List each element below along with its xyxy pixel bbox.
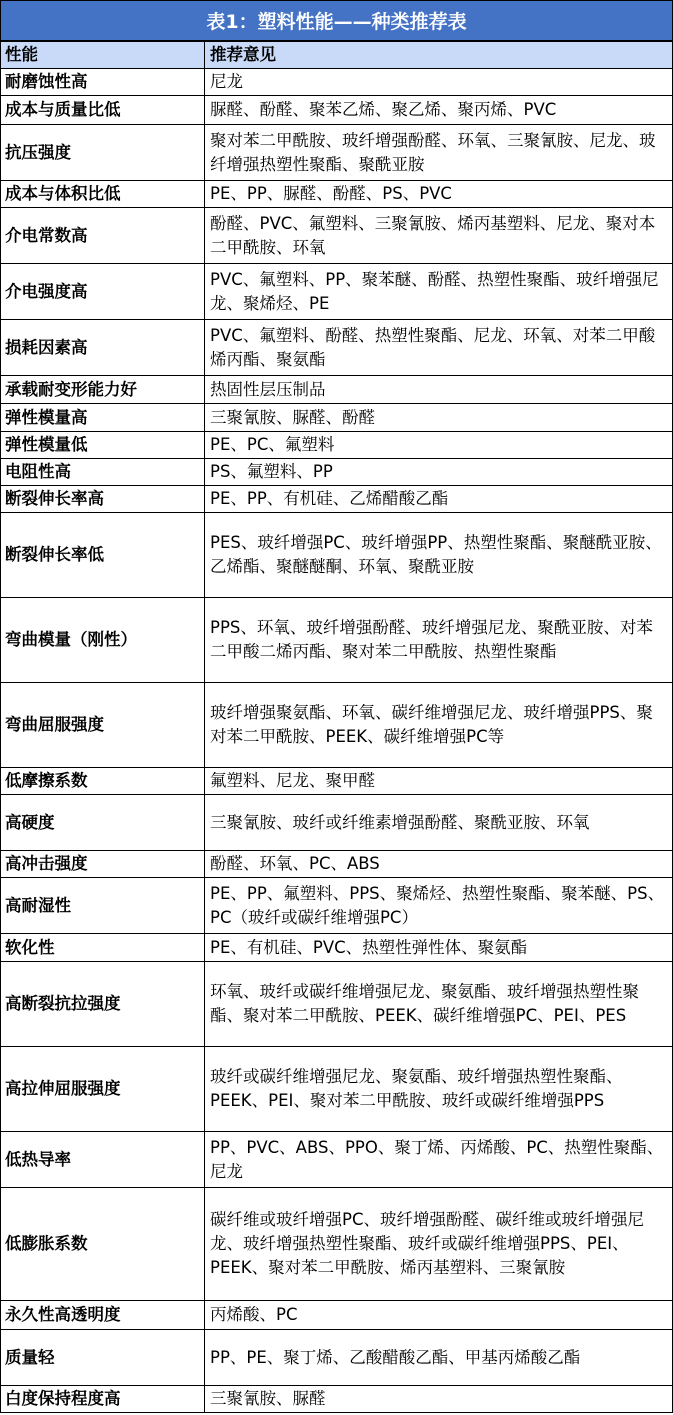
table-row	[1, 459, 673, 486]
table-row	[1, 208, 673, 264]
table-row	[1, 1386, 673, 1413]
table-row	[1, 96, 673, 125]
table-row	[1, 125, 673, 181]
recommendation-cell: PES、玻纤增强PC、玻纤增强PP、热塑性聚酯、聚醚酰亚胺、乙烯酯、聚醚醚酮、环氧、聚酰亚胺	[205, 513, 673, 598]
table-row	[1, 683, 673, 768]
table-row	[1, 320, 673, 376]
property-cell: 损耗因素高	[1, 320, 205, 376]
recommendation-cell: 环氧、玻纤或碳纤维增强尼龙、聚氨酯、玻纤增强热塑性聚酯、聚对苯二甲酰胺、PEEK、碳纤维增强PC、PEI、PES	[205, 962, 673, 1047]
property-table	[0, 41, 673, 1413]
property-cell: 高耐湿性	[1, 878, 205, 934]
recommendation-cell: 氟塑料、尼龙、聚甲醛	[205, 768, 673, 795]
property-cell: 介电常数高	[1, 208, 205, 264]
table-row	[1, 513, 673, 598]
header-recommendation: 推荐意见	[205, 42, 673, 69]
recommendation-cell: PVC、氟塑料、PP、聚苯醚、酚醛、热塑性聚酯、玻纤增强尼龙、聚烯烃、PE	[205, 264, 673, 320]
table-row	[1, 1330, 673, 1386]
table-row	[1, 878, 673, 934]
recommendation-cell: 三聚氰胺、玻纤或纤维素增强酚醛、聚酰亚胺、环氧	[205, 795, 673, 851]
table-row	[1, 432, 673, 459]
property-cell: 高拉伸屈服强度	[1, 1047, 205, 1132]
property-cell: 高硬度	[1, 795, 205, 851]
table-row	[1, 598, 673, 683]
table-row	[1, 934, 673, 962]
table-row	[1, 69, 673, 96]
property-cell: 抗压强度	[1, 125, 205, 181]
recommendation-cell: 三聚氰胺、脲醛	[205, 1386, 673, 1413]
table-row	[1, 1188, 673, 1301]
table-row	[1, 1047, 673, 1132]
table-row	[1, 376, 673, 404]
recommendation-cell: PE、PP、氟塑料、PPS、聚烯烃、热塑性聚酯、聚苯醚、PS、PC（玻纤或碳纤维增强PC）	[205, 878, 673, 934]
property-cell: 高断裂抗拉强度	[1, 962, 205, 1047]
property-cell: 断裂伸长率低	[1, 513, 205, 598]
property-cell: 质量轻	[1, 1330, 205, 1386]
property-cell: 断裂伸长率高	[1, 486, 205, 513]
recommendation-cell: 脲醛、酚醛、聚苯乙烯、聚乙烯、聚丙烯、PVC	[205, 96, 673, 125]
table-row	[1, 851, 673, 878]
recommendation-cell: PP、PE、聚丁烯、乙酸醋酸乙酯、甲基丙烯酸乙酯	[205, 1330, 673, 1386]
recommendation-cell: PE、PC、氟塑料	[205, 432, 673, 459]
property-cell: 弯曲屈服强度	[1, 683, 205, 768]
recommendation-cell: 热固性层压制品	[205, 376, 673, 404]
recommendation-cell: PE、PP、脲醛、酚醛、PS、PVC	[205, 181, 673, 208]
property-cell: 软化性	[1, 934, 205, 962]
table-row	[1, 768, 673, 795]
header-property: 性能	[1, 42, 205, 69]
table-body	[1, 42, 673, 1413]
table-row	[1, 962, 673, 1047]
table-row	[1, 1301, 673, 1330]
table-row	[1, 404, 673, 432]
table-row	[1, 1132, 673, 1188]
recommendation-cell: 玻纤或碳纤维增强尼龙、聚氨酯、玻纤增强热塑性聚酯、PEEK、PEI、聚对苯二甲酰胺、玻纤或碳纤维增强PPS	[205, 1047, 673, 1132]
property-cell: 成本与质量比低	[1, 96, 205, 125]
property-cell: 低热导率	[1, 1132, 205, 1188]
recommendation-cell: PPS、环氧、玻纤增强酚醛、玻纤增强尼龙、聚酰亚胺、对苯二甲酸二烯丙酯、聚对苯二甲酰胺、热塑性聚酯	[205, 598, 673, 683]
recommendation-cell: 尼龙	[205, 69, 673, 96]
property-cell: 白度保持程度高	[1, 1386, 205, 1413]
recommendation-cell: 丙烯酸、PC	[205, 1301, 673, 1330]
recommendation-cell: 碳纤维或玻纤增强PC、玻纤增强酚醛、碳纤维或玻纤增强尼龙、玻纤增强热塑性聚酯、玻纤或碳纤维增强PPS、PEI、PEEK、聚对苯二甲酰胺、烯丙基塑料、三聚氰胺	[205, 1188, 673, 1301]
recommendation-cell: 三聚氰胺、脲醛、酚醛	[205, 404, 673, 432]
table-row	[1, 486, 673, 513]
recommendation-cell: 酚醛、环氧、PC、ABS	[205, 851, 673, 878]
recommendation-cell: 酚醛、PVC、氟塑料、三聚氰胺、烯丙基塑料、尼龙、聚对本二甲酰胺、环氧	[205, 208, 673, 264]
recommendation-cell: PS、氟塑料、PP	[205, 459, 673, 486]
table-title: 表1：塑料性能——种类推荐表	[0, 0, 673, 41]
property-cell: 低膨胀系数	[1, 1188, 205, 1301]
property-cell: 弹性模量高	[1, 404, 205, 432]
property-cell: 承载耐变形能力好	[1, 376, 205, 404]
recommendation-cell: PP、PVC、ABS、PPO、聚丁烯、丙烯酸、PC、热塑性聚酯、尼龙	[205, 1132, 673, 1188]
property-cell: 介电强度高	[1, 264, 205, 320]
recommendation-cell: PE、有机硅、PVC、热塑性弹性体、聚氨酯	[205, 934, 673, 962]
property-cell: 弯曲模量（刚性）	[1, 598, 205, 683]
table-row	[1, 264, 673, 320]
table-header-row	[1, 42, 673, 69]
property-cell: 电阻性高	[1, 459, 205, 486]
property-cell: 弹性模量低	[1, 432, 205, 459]
recommendation-cell: PVC、氟塑料、酚醛、热塑性聚酯、尼龙、环氧、对苯二甲酸烯丙酯、聚氨酯	[205, 320, 673, 376]
recommendation-cell: 玻纤增强聚氨酯、环氧、碳纤维增强尼龙、玻纤增强PPS、聚对苯二甲酰胺、PEEK、碳纤维增强PC等	[205, 683, 673, 768]
table-row	[1, 795, 673, 851]
property-cell: 成本与体积比低	[1, 181, 205, 208]
recommendation-cell: 聚对苯二甲酰胺、玻纤增强酚醛、环氧、三聚氰胺、尼龙、玻纤增强热塑性聚酯、聚酰亚胺	[205, 125, 673, 181]
property-cell: 低摩擦系数	[1, 768, 205, 795]
property-cell: 耐磨蚀性高	[1, 69, 205, 96]
table-row	[1, 181, 673, 208]
recommendation-cell: PE、PP、有机硅、乙烯醋酸乙酯	[205, 486, 673, 513]
property-cell: 永久性高透明度	[1, 1301, 205, 1330]
property-cell: 高冲击强度	[1, 851, 205, 878]
